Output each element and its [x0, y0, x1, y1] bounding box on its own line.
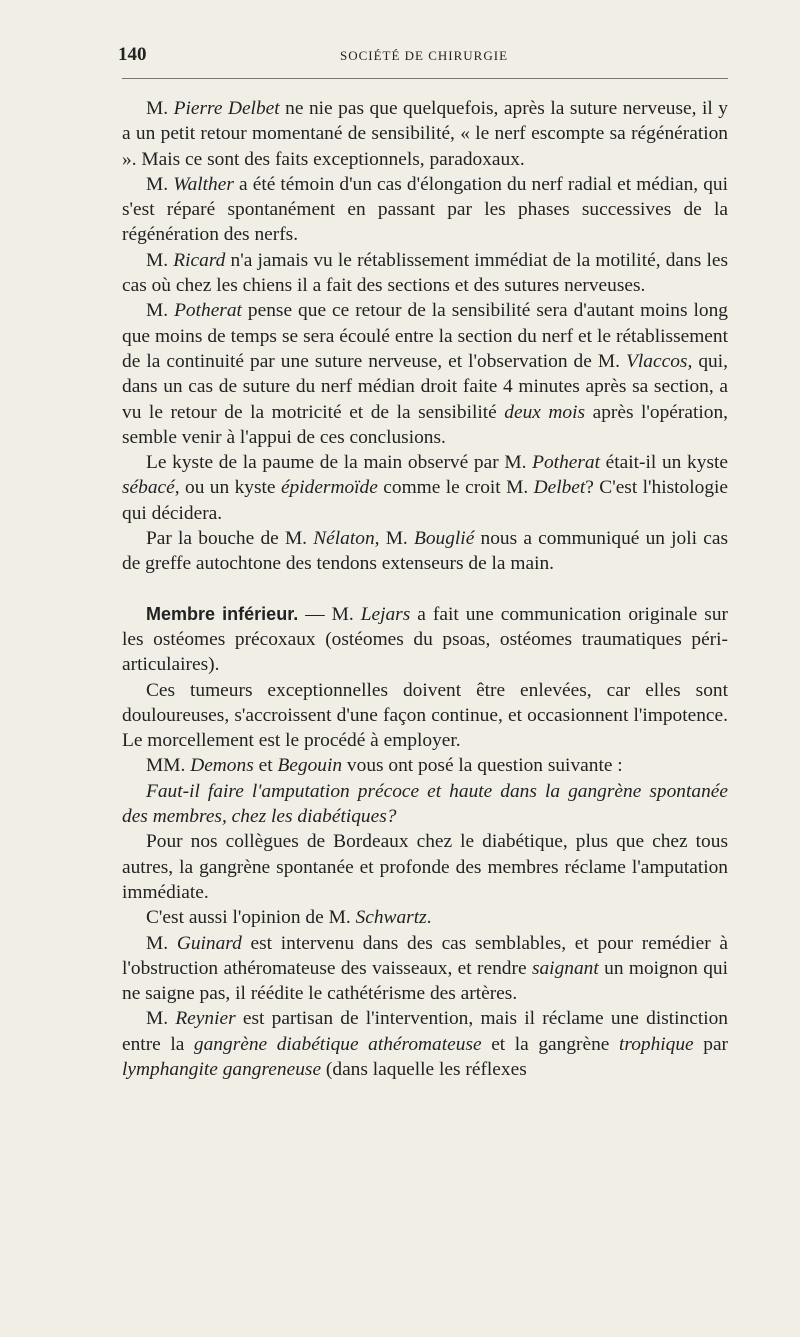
text-run: comme le croit M.	[377, 477, 534, 499]
italic-text: Nélaton	[313, 528, 375, 550]
text-run: C'est aussi l'opinion de M.	[146, 907, 356, 929]
text-run: après l'opération, semble venir à l'appui de ces conclusions.	[122, 401, 728, 448]
text-run: Pour nos collègues de Bordeaux chez le diabétique, plus que chez tous autres, la gangrène spontanée et profonde des membres réclame l'amputation immédiate.	[122, 831, 728, 903]
text-run: Ces tumeurs exceptionnelles doivent être enlevées, car elles sont douloureuses, s'accroissent d'une façon continue, et occasionnent l'impotence. Le morcellement est le procédé à employer.	[122, 679, 728, 752]
text-run: un moignon qui ne saigne pas, il réédite le cathétérisme des artères.	[122, 957, 728, 1005]
paragraph-potherat	[122, 298, 728, 450]
italic-text: Walther	[173, 173, 234, 195]
italic-text: Delbet	[533, 477, 586, 499]
text-run: M.	[146, 300, 175, 322]
page-header	[118, 40, 730, 76]
italic-text: Begouin	[277, 755, 343, 777]
text-run: nous a communiqué un joli cas de greffe autochtone des tendons extenseurs de la main.	[122, 528, 728, 575]
paragraph-walther	[122, 172, 728, 248]
body-text	[122, 96, 728, 1082]
text-run: ne nie pas que quelquefois, après la suture nerveuse, il y a un petit retour momentané de sensibilité, « le nerf escompte sa régénération ». Mais ce sont des faits exceptionnels, paradoxaux.	[122, 98, 728, 170]
text-run: vous ont posé la question suivante :	[342, 755, 623, 777]
italic-text: Potherat	[532, 452, 600, 474]
text-run: et la gangrène	[481, 1033, 619, 1055]
text-run: .	[426, 907, 432, 929]
header-rule	[122, 78, 728, 79]
italic-text: Ricard	[173, 249, 226, 271]
text-run: M.	[146, 249, 174, 271]
italic-text: gangrène diabétique athéromateuse	[193, 1033, 482, 1055]
text-run: M.	[146, 932, 177, 954]
text-run: M.	[146, 1008, 176, 1030]
italic-text: Reynier	[175, 1008, 236, 1030]
text-run: M.	[146, 98, 174, 119]
section-heading: Membre inférieur.	[146, 603, 299, 624]
text-run: a été témoin d'un cas d'élongation du nerf radial et médian, qui s'est réparé spontanément en passant par les phases successives de la régénération des nerfs.	[122, 173, 729, 246]
italic-text: saignant	[531, 957, 599, 979]
text-run: est intervenu dans des cas semblables, et pour remédier à l'obstruction athéromateuse des vaisseaux, et rendre	[122, 932, 728, 979]
text-run: Par la bouche de M.	[146, 528, 314, 550]
paragraph-kyste	[122, 450, 728, 526]
paragraph-guinard	[122, 931, 728, 1007]
italic-text: Schwartz	[355, 907, 427, 929]
text-run: ? C'est l'histologie qui décidera.	[122, 477, 729, 524]
text-run: était-il un kyste	[600, 452, 728, 474]
italic-text: deux mois	[504, 401, 586, 423]
text-run: , ou un kyste	[174, 477, 281, 499]
text-run: et	[253, 755, 278, 777]
text-run: qui, dans un cas de suture du nerf médian droit faite 4 minutes après sa section, a vu le retour de la motricité et de la sensibilité	[122, 350, 728, 423]
paragraph-membre	[122, 602, 728, 678]
italic-text: Demons	[190, 755, 254, 777]
paragraph-demons	[122, 753, 728, 778]
text-run: a fait une communication originale sur les ostéomes précoxaux (ostéomes du psoas, ostéomes traumatiques péri-articulaires).	[122, 603, 728, 676]
text-run: — M.	[298, 603, 361, 625]
paragraph-bordeaux	[122, 829, 728, 905]
italic-text: trophique	[618, 1033, 694, 1055]
text-run: par	[693, 1033, 729, 1055]
text-run: pense que ce retour de la sensibilité sera d'autant moins long que moins de temps se sera écoulé entre la section du nerf et le rétablissement de la continuité par une suture nerveuse, et l'observation de M.	[122, 300, 729, 372]
text-run: est partisan de l'intervention, mais il réclame une distinction entre la	[122, 1008, 728, 1055]
italic-text: Guinard	[176, 932, 242, 954]
text-run: , M.	[374, 528, 414, 550]
italic-text: sébacé	[122, 477, 175, 499]
paragraph-delbet	[122, 96, 728, 172]
paragraph-schwartz	[122, 905, 728, 930]
running-title: SOCIÉTÉ DE CHIRURGIE	[339, 48, 509, 63]
text-run: (dans laquelle les réflexes	[321, 1058, 527, 1080]
italic-text: Bouglié	[413, 528, 475, 550]
text-run: n'a jamais vu le rétablissement immédiat de la motilité, dans les cas où chez les chiens il a fait des sections et des sutures nerveuses.	[122, 249, 728, 297]
italic-text: Pierre Delbet	[173, 98, 280, 119]
text-run: M.	[146, 173, 174, 195]
paragraph-question	[122, 779, 728, 830]
text-run: MM.	[146, 755, 191, 777]
italic-text: Lejars	[360, 603, 411, 625]
italic-text: Potherat	[174, 300, 242, 322]
paragraph-reynier	[122, 1006, 728, 1082]
italic-text: lymphangite gangreneuse	[122, 1058, 322, 1080]
page-number: 140	[118, 44, 147, 65]
paragraph-ricard	[122, 248, 728, 299]
italic-text: Faut-il faire l'amputation précoce et haute dans la gangrène spontanée des membres, chez les diabétiques?	[122, 780, 728, 828]
paragraph-tumeurs	[122, 678, 728, 754]
text-run: Le kyste de la paume de la main observé par M.	[146, 452, 533, 474]
italic-text: Vlaccos,	[626, 350, 693, 372]
italic-text: épidermoïde	[280, 477, 378, 499]
paragraph-nelaton	[122, 526, 728, 577]
